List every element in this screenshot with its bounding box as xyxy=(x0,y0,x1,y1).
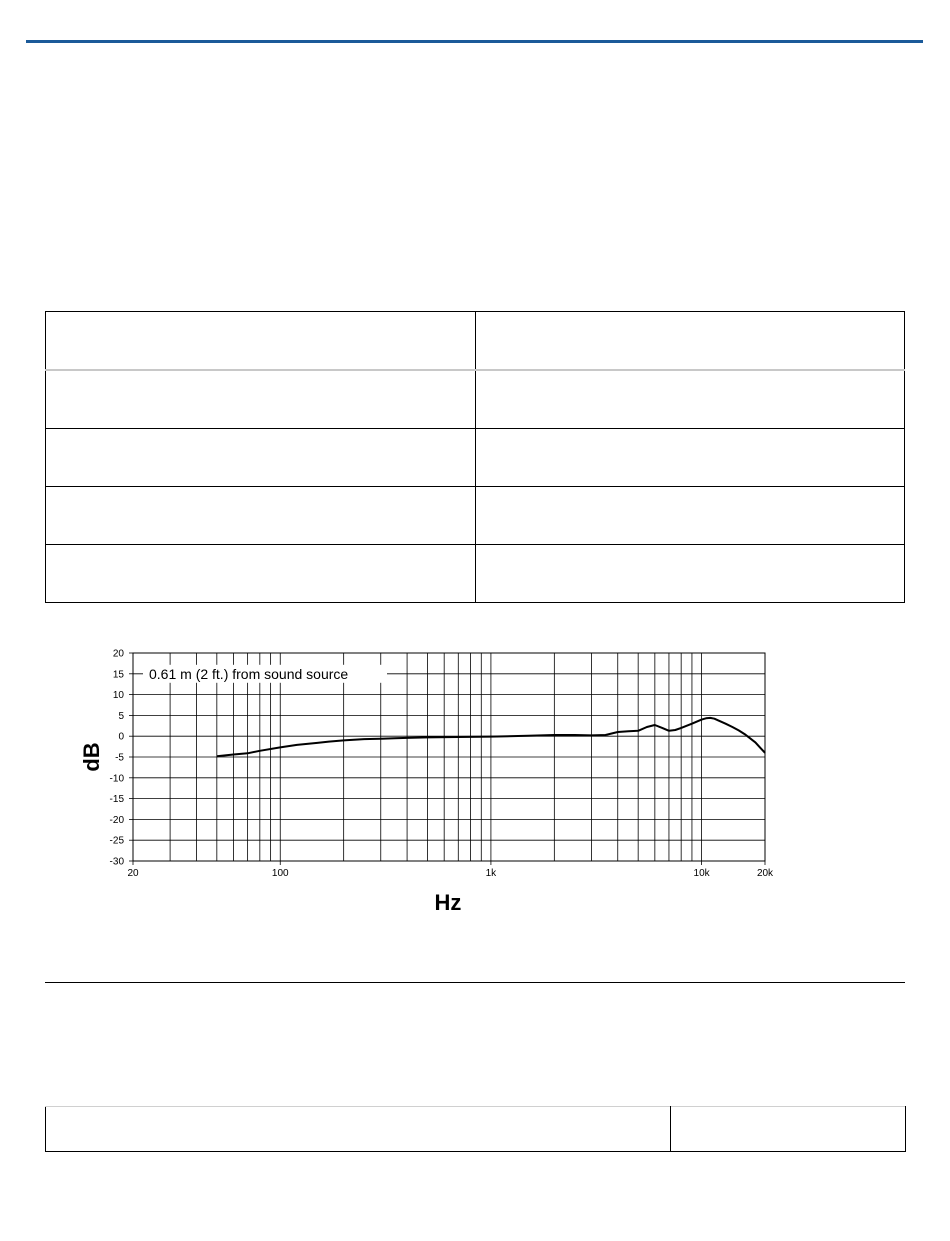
specifications-table xyxy=(45,311,905,603)
y-tick-label: -15 xyxy=(109,794,124,806)
y-tick-label: -10 xyxy=(109,773,124,785)
table-cell xyxy=(46,545,476,603)
table-cell xyxy=(475,370,905,429)
bottom-table xyxy=(45,1106,906,1152)
table-cell xyxy=(46,1107,671,1152)
y-tick-label: 10 xyxy=(112,690,124,702)
grid-layer xyxy=(129,653,765,865)
table-cell xyxy=(46,370,476,429)
x-axis-label: Hz xyxy=(434,890,462,915)
y-tick-label: 5 xyxy=(118,710,124,722)
y-tick-label: -25 xyxy=(109,835,124,847)
y-axis-label: dB xyxy=(79,742,104,772)
table-cell xyxy=(46,429,476,487)
annotation-label: 0.61 m (2 ft.) from sound source xyxy=(149,665,349,682)
y-tick-labels xyxy=(110,649,125,868)
x-tick-label: 10k xyxy=(693,868,710,879)
table-row xyxy=(46,487,905,545)
table-row xyxy=(46,429,905,487)
y-tick-label: 20 xyxy=(112,648,124,660)
y-tick-label: -30 xyxy=(109,856,124,868)
header-rule xyxy=(26,40,923,43)
table-row xyxy=(46,370,905,429)
y-tick-label: -20 xyxy=(109,814,124,826)
table-cell xyxy=(475,487,905,545)
table-cell xyxy=(475,429,905,487)
x-tick-labels xyxy=(127,868,774,879)
x-tick-label: 20k xyxy=(756,868,774,879)
y-tick-label: 15 xyxy=(112,669,124,681)
y-tick-label: -5 xyxy=(115,752,124,764)
table-row xyxy=(46,312,905,371)
frequency-response-svg xyxy=(75,640,795,930)
y-tick-label: 0 xyxy=(118,731,124,743)
x-tick-label: 100 xyxy=(271,868,289,879)
table-row xyxy=(46,545,905,603)
frequency-response-chart xyxy=(75,640,795,930)
table-row xyxy=(46,1107,906,1152)
section-divider xyxy=(45,982,905,983)
x-tick-label: 20 xyxy=(127,868,139,879)
table-cell xyxy=(475,312,905,371)
table-cell xyxy=(46,487,476,545)
table-cell xyxy=(475,545,905,603)
table-cell xyxy=(46,312,476,371)
x-tick-label: 1k xyxy=(485,868,497,879)
table-cell xyxy=(671,1107,906,1152)
